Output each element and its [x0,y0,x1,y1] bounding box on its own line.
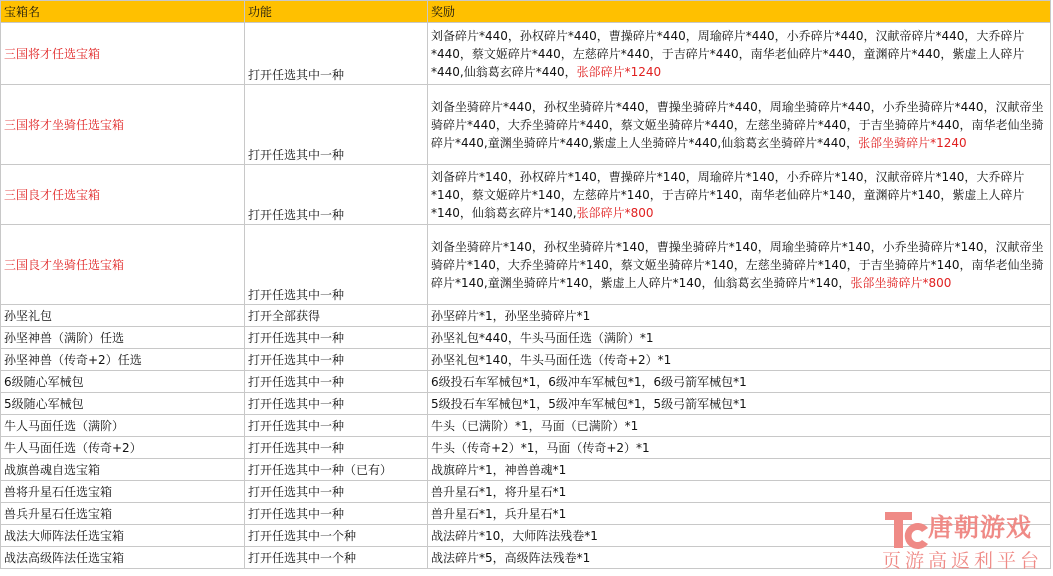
reward-cell[interactable] [428,23,1051,85]
chest-name-cell[interactable]: 兽将升星石任选宝箱 [1,481,245,503]
reward-text: 刘备坐骑碎片*140，孙权坐骑碎片*140，曹操坐骑碎片*140，周瑜坐骑碎片*140，小乔坐骑碎片*140，汉献帝坐骑碎片*140，大乔坐骑碎片*140，蔡文姬坐骑碎片*140，左慈坐骑碎片*140，于吉坐骑碎片*140，南华老仙坐骑碎片*140,童渊坐骑碎片*140，紫虚上人碎片*140，仙翁葛玄坐骑碎片*140， [431,239,1044,290]
chest-name-cell[interactable]: 三国将才任选宝箱 [1,23,245,85]
reward-cell[interactable]: 战法碎片*10，大师阵法残卷*1 [428,525,1051,547]
table-row [1,225,1051,305]
table-row [1,371,1051,393]
table-row [1,481,1051,503]
function-cell[interactable]: 打开任选其中一种 [245,327,428,349]
function-cell[interactable]: 打开任选其中一种 [245,371,428,393]
reward-highlight: 张郃碎片*1240 [576,64,662,79]
reward-cell[interactable]: 孙坚碎片*1，孙坚坐骑碎片*1 [428,305,1051,327]
reward-text: 刘备碎片*440，孙权碎片*440，曹操碎片*440，周瑜碎片*440，小乔碎片*440，汉献帝碎片*440，大乔碎片*440，蔡文姬碎片*440，左慈碎片*440，于吉碎片*440，南华老仙碎片*440，童渊碎片*440，紫虚上人碎片*440,仙翁葛玄碎片*440， [431,28,1025,79]
function-cell[interactable]: 打开任选其中一种 [245,225,428,305]
reward-cell[interactable]: 战旗碎片*1，神兽兽魂*1 [428,459,1051,481]
reward-cell[interactable]: 战法碎片*5，高级阵法残卷*1 [428,547,1051,569]
table-row [1,85,1051,165]
chest-name-cell[interactable]: 兽兵升星石任选宝箱 [1,503,245,525]
function-cell[interactable]: 打开任选其中一种（已有） [245,459,428,481]
table-row [1,437,1051,459]
chest-name-cell[interactable]: 三国良才任选宝箱 [1,165,245,225]
chest-name-cell[interactable]: 牛人马面任选（传奇+2） [1,437,245,459]
function-cell[interactable]: 打开任选其中一个种 [245,525,428,547]
reward-cell[interactable]: 兽升星石*1，将升星石*1 [428,481,1051,503]
function-cell[interactable]: 打开任选其中一个种 [245,547,428,569]
reward-cell[interactable]: 孙坚礼包*440，牛头马面任选（满阶）*1 [428,327,1051,349]
function-cell[interactable]: 打开任选其中一种 [245,85,428,165]
table-row [1,393,1051,415]
header-function[interactable]: 功能 [245,1,428,23]
table-row [1,305,1051,327]
reward-highlight: 张郃碎片*800 [576,205,654,220]
chest-name-cell[interactable]: 5级随心军械包 [1,393,245,415]
table-row [1,165,1051,225]
reward-cell[interactable]: 6级投石车军械包*1，6级冲车军械包*1，6级弓箭军械包*1 [428,371,1051,393]
function-cell[interactable]: 打开任选其中一种 [245,503,428,525]
table-row [1,327,1051,349]
function-cell[interactable]: 打开任选其中一种 [245,437,428,459]
function-cell[interactable]: 打开任选其中一种 [245,481,428,503]
reward-cell[interactable]: 牛头（传奇+2）*1，马面（传奇+2）*1 [428,437,1051,459]
table-row [1,349,1051,371]
chest-name-cell[interactable]: 6级随心军械包 [1,371,245,393]
reward-highlight: 张郃坐骑碎片*800 [850,275,952,290]
function-cell[interactable]: 打开任选其中一种 [245,415,428,437]
reward-cell[interactable]: 牛头（已满阶）*1，马面（已满阶）*1 [428,415,1051,437]
reward-text: 刘备碎片*140，孙权碎片*140，曹操碎片*140，周瑜碎片*140，小乔碎片*140，汉献帝碎片*140，大乔碎片*140，蔡文姬碎片*140，左慈碎片*140，于吉碎片*140，南华老仙碎片*140，童渊碎片*140，紫虚上人碎片*140，仙翁葛玄碎片*140, [431,169,1025,220]
reward-cell[interactable]: 孙坚礼包*140，牛头马面任选（传奇+2）*1 [428,349,1051,371]
header-row [1,1,1051,23]
chest-name-cell[interactable]: 孙坚神兽（传奇+2）任选 [1,349,245,371]
chest-name-cell[interactable]: 战法高级阵法任选宝箱 [1,547,245,569]
reward-highlight: 张郃坐骑碎片*1240 [858,135,967,150]
reward-cell[interactable]: 5级投石车军械包*1，5级冲车军械包*1，5级弓箭军械包*1 [428,393,1051,415]
header-chest-name[interactable]: 宝箱名 [1,1,245,23]
chest-name-cell[interactable]: 孙坚神兽（满阶）任选 [1,327,245,349]
chest-name-cell[interactable]: 战旗兽魂自选宝箱 [1,459,245,481]
chest-name-cell[interactable]: 战法大师阵法任选宝箱 [1,525,245,547]
watermark-subtitle: 页游高返利平台 [882,550,1044,572]
reward-cell[interactable] [428,225,1051,305]
reward-cell[interactable] [428,85,1051,165]
watermark-title: 唐朝游戏 [928,513,1033,542]
table-row [1,23,1051,85]
reward-cell[interactable]: 兽升星石*1，兵升星石*1 [428,503,1051,525]
header-reward[interactable]: 奖励 [428,1,1051,23]
chest-name-cell[interactable]: 牛人马面任选（满阶） [1,415,245,437]
table-row [1,459,1051,481]
reward-cell[interactable] [428,165,1051,225]
function-cell[interactable]: 打开全部获得 [245,305,428,327]
watermark [882,504,1047,574]
chest-name-cell[interactable]: 三国良才坐骑任选宝箱 [1,225,245,305]
function-cell[interactable]: 打开任选其中一种 [245,165,428,225]
table-row [1,415,1051,437]
function-cell[interactable]: 打开任选其中一种 [245,23,428,85]
reward-text: 刘备坐骑碎片*440，孙权坐骑碎片*440，曹操坐骑碎片*440，周瑜坐骑碎片*440，小乔坐骑碎片*440，汉献帝坐骑碎片*440，大乔坐骑碎片*440，蔡文姬坐骑碎片*440，左慈坐骑碎片*440，于吉坐骑碎片*440，南华老仙坐骑碎片*440,童渊坐骑碎片*440,紫虚上人坐骑碎片*440,仙翁葛玄坐骑碎片*440， [431,99,1044,150]
chest-name-cell[interactable]: 三国将才坐骑任选宝箱 [1,85,245,165]
function-cell[interactable]: 打开任选其中一种 [245,349,428,371]
chest-name-cell[interactable]: 孙坚礼包 [1,305,245,327]
function-cell[interactable]: 打开任选其中一种 [245,393,428,415]
